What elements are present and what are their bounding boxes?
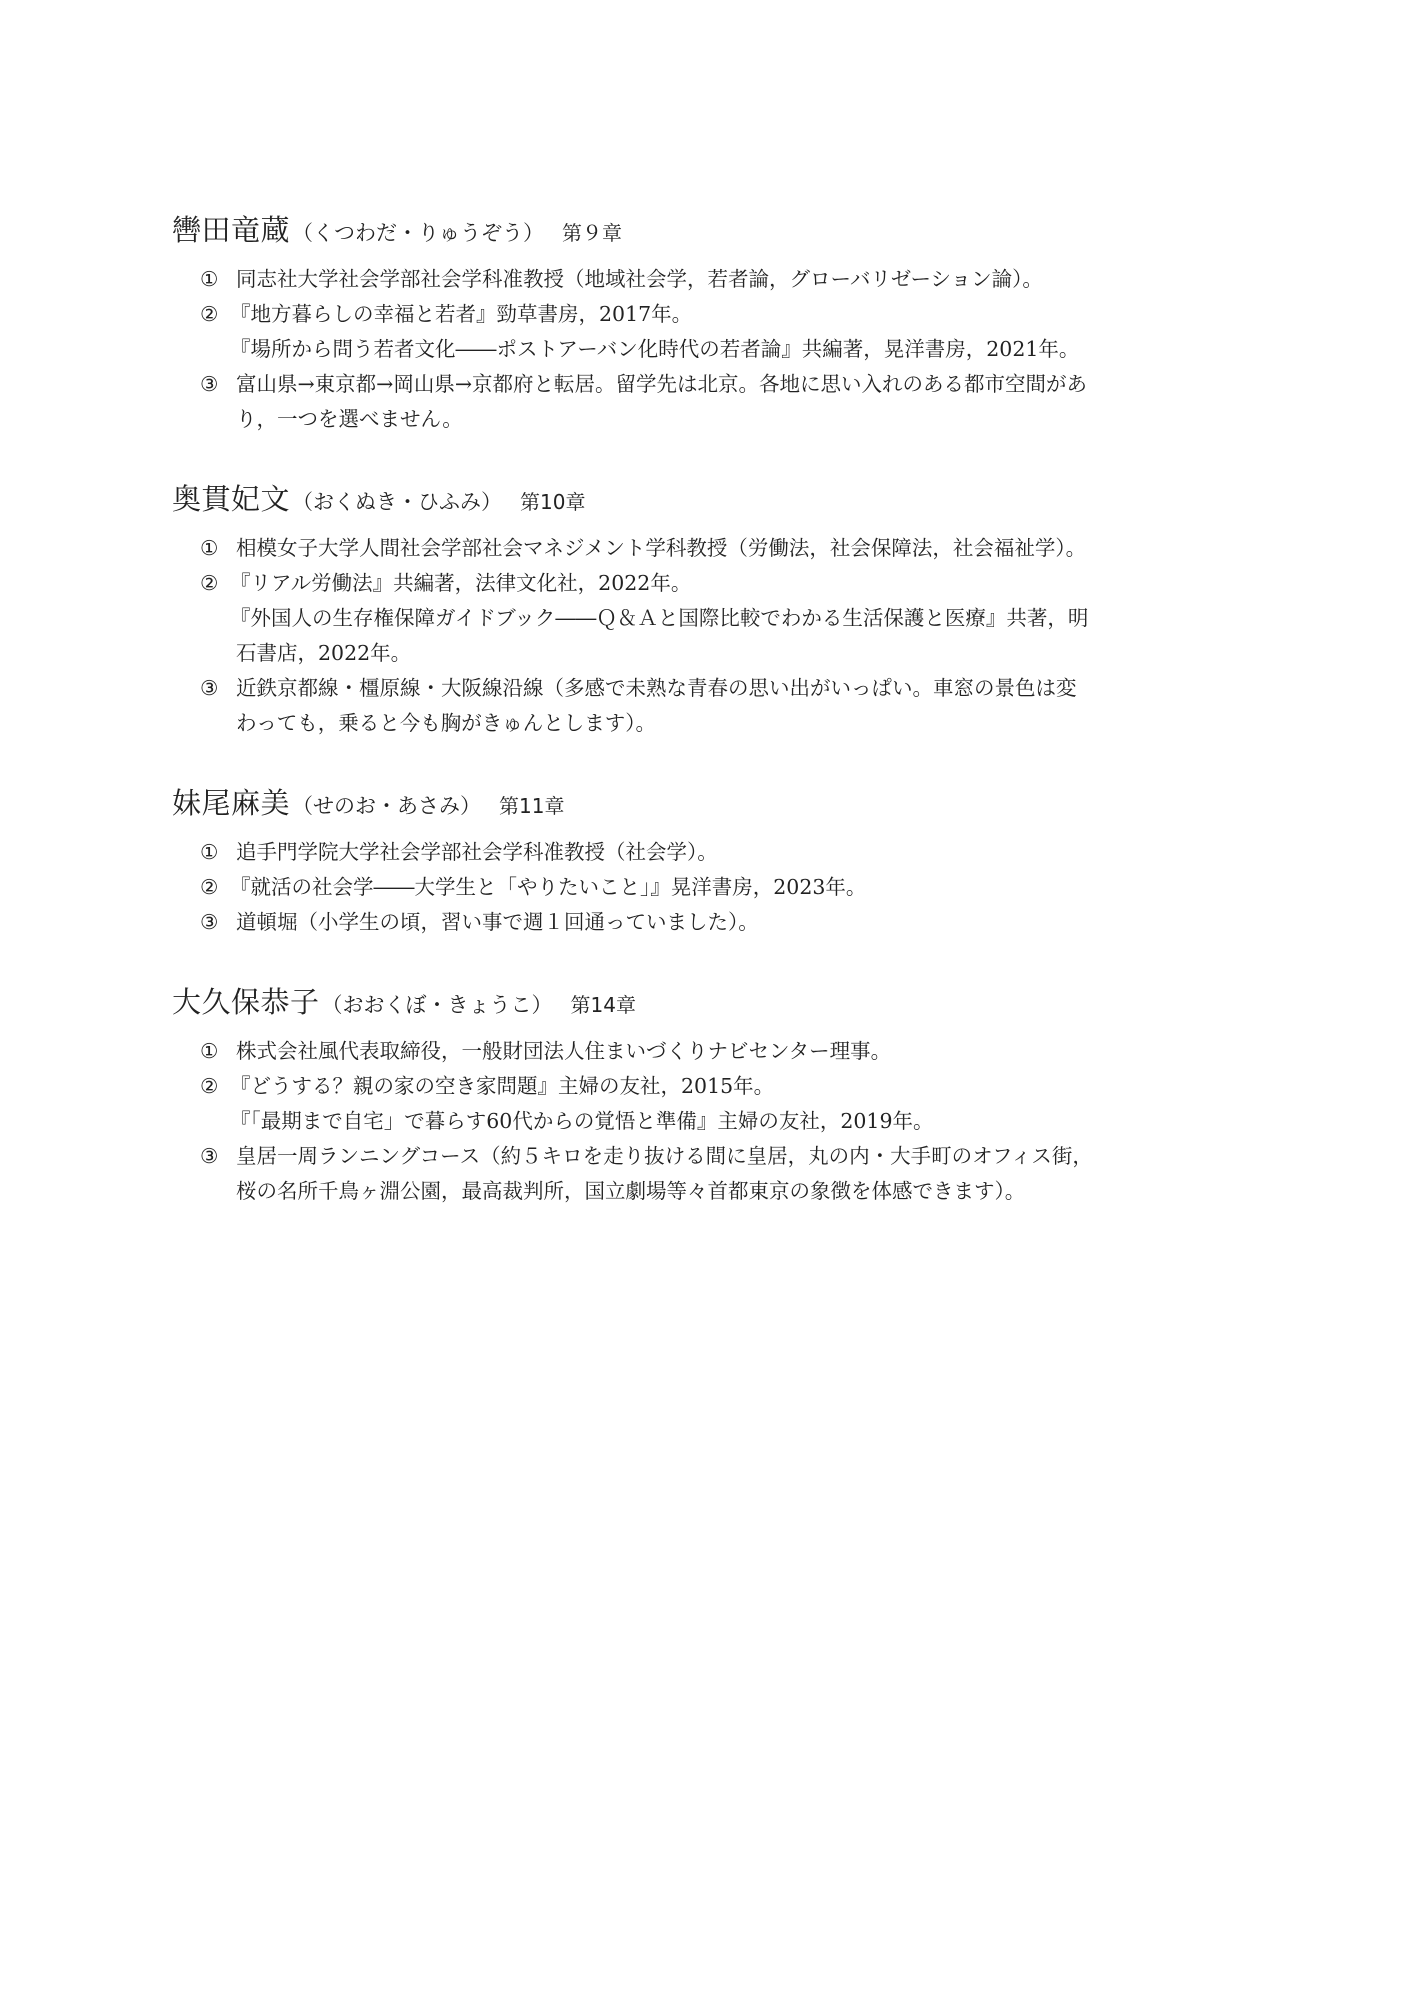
item-line: 同志社大学社会学部社会学科准教授（地域社会学，若者論，グローバリゼーション論）。 [236, 267, 1043, 291]
item-number: ① [200, 1039, 219, 1063]
contributor-reading: （おおくぼ・きょうこ） [321, 993, 553, 1017]
profile-item-affiliation [200, 262, 1252, 297]
item-line: 『「最期まで自宅」で暮らす60代からの覚悟と準備』主婦の友社，2019年。 [230, 1109, 934, 1133]
profile-item-favorite-place [200, 367, 1252, 437]
contributor-header [172, 980, 1252, 1024]
contributor-list [172, 208, 1252, 1249]
contributor-header [172, 477, 1252, 521]
item-number: ③ [200, 910, 219, 934]
contributor-reading: （おくぬき・ひふみ） [292, 490, 503, 514]
contributor-name: 大久保恭子 [172, 985, 320, 1019]
contributor-name: 轡田竜蔵 [172, 213, 291, 247]
item-number: ② [200, 571, 219, 595]
contributor-entry [172, 781, 1252, 940]
contributor-header [172, 208, 1252, 252]
item-line: 『地方暮らしの幸福と若者』勁草書房，2017年。 [230, 302, 693, 326]
contributor-header [172, 781, 1252, 825]
item-line: 石書店，2022年。 [236, 641, 412, 665]
chapter-label: 第９章 [562, 221, 623, 245]
item-number: ② [200, 302, 219, 326]
contributor-entry [172, 208, 1252, 437]
item-line: 近鉄京都線・橿原線・大阪線沿線（多感で未熟な青春の思い出がいっぱい。車窓の景色は変 [236, 676, 1077, 700]
chapter-label: 第11章 [499, 794, 565, 818]
item-number: ① [200, 840, 219, 864]
item-line: 『どうする？親の家の空き家問題』主婦の友社，2015年。 [230, 1074, 775, 1098]
profile-item-publications [200, 870, 1252, 905]
item-line: 『外国人の生存権保障ガイドブック――Ｑ＆Ａと国際比較でわかる生活保護と医療』共著，明 [230, 606, 1089, 630]
item-line: 『リアル労働法』共編著，法律文化社，2022年。 [230, 571, 692, 595]
profile-item-favorite-place [200, 905, 1252, 940]
profile-item-affiliation [200, 531, 1252, 566]
profile-item-affiliation [200, 1034, 1252, 1069]
item-line: 富山県→東京都→岡山県→京都府と転居。留学先は北京。各地に思い入れのある都市空間があ [236, 372, 1088, 396]
item-number: ② [200, 875, 219, 899]
item-line: 皇居一周ランニングコース（約５キロを走り抜ける間に皇居，丸の内・大手町のオフィス街， [236, 1144, 1093, 1168]
contributor-entry [172, 477, 1252, 741]
item-line: 相模女子大学人間社会学部社会マネジメント学科教授（労働法，社会保障法，社会福祉学）。 [236, 536, 1087, 560]
item-line: り，一つを選べません。 [236, 407, 463, 431]
chapter-label: 第14章 [570, 993, 636, 1017]
item-line: 桜の名所千鳥ヶ淵公園，最高裁判所，国立劇場等々首都東京の象徴を体感できます）。 [236, 1179, 1026, 1203]
item-number: ① [200, 267, 219, 291]
item-line: 株式会社風代表取締役，一般財団法人住まいづくりナビセンター理事。 [236, 1039, 892, 1063]
item-line: 『場所から問う若者文化――ポストアーバン化時代の若者論』共編著，晃洋書房，2021年。 [230, 337, 1080, 361]
item-line: 『就活の社会学――大学生と「やりたいこと」』晃洋書房，2023年。 [230, 875, 867, 899]
item-line: 道頓堀（小学生の頃，習い事で週１回通っていました）。 [236, 910, 759, 934]
contributor-entry [172, 980, 1252, 1209]
profile-item-favorite-place [200, 1139, 1252, 1209]
profile-item-affiliation [200, 835, 1252, 870]
contributor-name: 奥貫妃文 [172, 482, 291, 516]
item-number: ③ [200, 1144, 219, 1168]
item-number: ② [200, 1074, 219, 1098]
chapter-label: 第10章 [520, 490, 586, 514]
profile-item-publications [200, 1069, 1252, 1139]
contributor-reading: （せのお・あさみ） [292, 794, 482, 818]
profile-item-publications [200, 297, 1252, 367]
item-number: ③ [200, 676, 219, 700]
item-number: ① [200, 536, 219, 560]
profile-item-favorite-place [200, 671, 1252, 741]
contributor-name: 妹尾麻美 [172, 786, 291, 820]
contributor-reading: （くつわだ・りゅうぞう） [292, 221, 545, 245]
item-line: 追手門学院大学社会学部社会学科准教授（社会学）。 [236, 840, 718, 864]
item-line: わっても，乗ると今も胸がきゅんとします）。 [236, 711, 657, 735]
profile-item-publications [200, 566, 1252, 671]
item-number: ③ [200, 372, 219, 396]
